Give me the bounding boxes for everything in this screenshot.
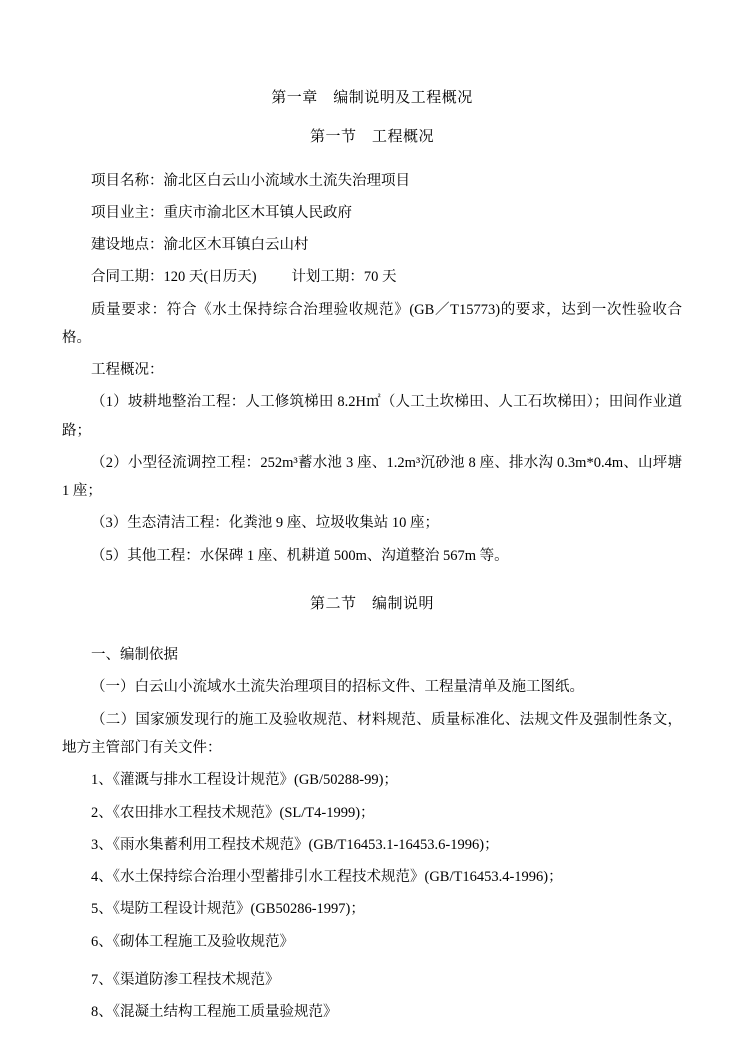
standard-item: 5、《堤防工程设计规范》(GB50286-1997)； xyxy=(91,901,365,918)
overview-item: （1）坡耕地整治工程：人工修筑梯田 8.2H㎡（人工土坎梯田、人工石坎梯田）；田间作业道路； xyxy=(62,394,682,439)
overview-item: （3）生态清洁工程：化粪池 9 座、垃圾收集站 10 座； xyxy=(91,515,439,532)
overview-item: （5）其他工程：水保碑 1 座、机耕道 500m、沟道整治 567m 等。 xyxy=(91,547,509,564)
section-title-2: 第二节 编制说明 xyxy=(309,595,434,612)
field-overview-label: 工程概况： xyxy=(91,362,164,379)
chapter-title: 第一章 编制说明及工程概况 xyxy=(271,90,473,106)
field-quality-requirement: 质量要求：符合《水土保持综合治理验收规范》(GB／T15773)的要求，达到一次性验收合格。 xyxy=(62,301,682,346)
standard-item: 6、《砌体工程施工及验收规范》 xyxy=(91,933,294,950)
section-title-1: 第一节 工程概况 xyxy=(309,129,434,146)
standard-item: 7、《渠道防渗工程技术规范》 xyxy=(91,971,280,988)
standard-item: 3、《雨水集蓄利用工程技术规范》(GB/T16453.1-16453.6-1996)； xyxy=(91,836,499,853)
field-owner: 项目业主：重庆市渝北区木耳镇人民政府 xyxy=(91,204,352,221)
basis-item: （一）白云山小流域水土流失治理项目的招标文件、工程量清单及施工图纸。 xyxy=(91,679,584,696)
overview-item: （2）小型径流调控工程：252m³蓄水池 3 座、1.2m³沉砂池 8 座、排水沟 0.3m*0.4m、山坪塘 1 座； xyxy=(62,454,682,500)
standard-item: 4、《水土保持综合治理小型蓄排引水工程技术规范》(GB/T16453.4-1996)； xyxy=(91,869,563,886)
field-contract-period: 合同工期：120 天(日历天) xyxy=(91,269,257,286)
field-project-name: 项目名称：渝北区白云山小流域水土流失治理项目 xyxy=(91,172,410,189)
standard-item: 1、《灌溉与排水工程设计规范》(GB/50288-99)； xyxy=(91,772,398,789)
field-location: 建设地点：渝北区木耳镇白云山村 xyxy=(91,237,309,254)
standard-item: 8、《混凝土结构工程施工质量验规范》 xyxy=(91,1004,338,1021)
field-planned-period: 计划工期：70 天 xyxy=(291,269,397,286)
field-periods xyxy=(62,263,682,291)
basis-item: （二）国家颁发现行的施工及验收规范、材料规范、质量标准化、法规文件及强制性条文，地方主管部门有关文件： xyxy=(62,711,682,756)
standard-item: 2、《农田排水工程技术规范》(SL/T4-1999)； xyxy=(91,804,375,821)
subsection-title-1: 一、编制依据 xyxy=(91,647,178,664)
document-body xyxy=(62,84,682,1026)
